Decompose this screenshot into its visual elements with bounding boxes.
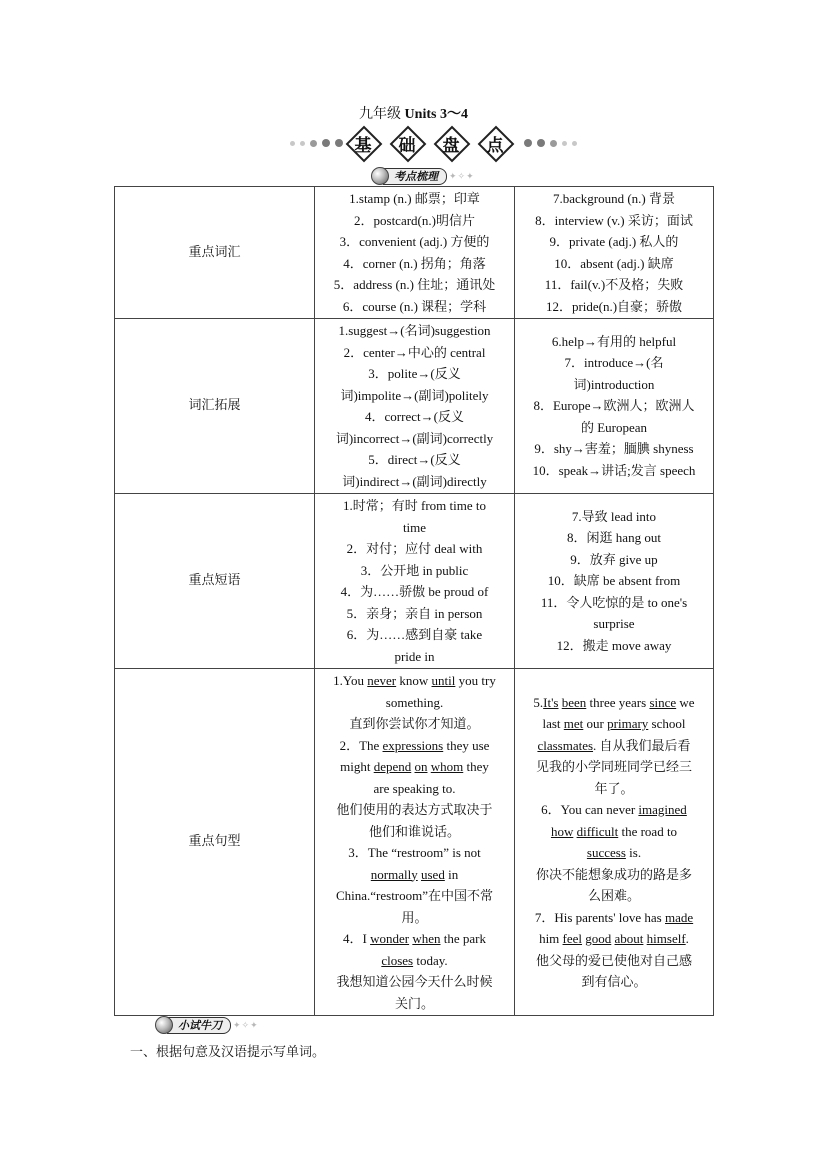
text-segment: last — [542, 716, 564, 731]
banner-char-1: 基 — [346, 128, 380, 158]
row-right-cell — [515, 319, 714, 494]
cell-line: 3．convenient (adj.) 方便的 — [339, 234, 490, 249]
underlined-word: met — [563, 716, 584, 731]
cell-line — [519, 885, 709, 907]
underlined-word: wonder — [370, 931, 410, 946]
row-category: 重点短语 — [115, 494, 315, 669]
cell-line — [319, 993, 510, 1015]
row-left-cell — [315, 187, 515, 319]
text-segment: 到有信心。 — [581, 974, 647, 989]
cell-line — [319, 928, 510, 950]
underlined-word: when — [412, 931, 441, 946]
text-segment: school — [648, 716, 686, 731]
cell-line — [319, 713, 510, 735]
cell-line: 7．introduce→(名 — [564, 355, 664, 371]
ball-icon — [371, 167, 389, 185]
underlined-word: classmates — [537, 737, 594, 753]
cell-line: 11．令人吃惊的是 to one's — [540, 594, 688, 610]
exercise-instruction: 一、根据句意及汉语提示写单词。 — [130, 1045, 326, 1060]
cell-line — [519, 971, 709, 993]
cell-line — [319, 950, 510, 972]
text-segment: 么困难。 — [587, 888, 640, 903]
text-segment: they — [463, 759, 489, 774]
banner-char-3: 盘 — [434, 128, 468, 158]
text-segment: 用。 — [401, 909, 428, 925]
row-left-cell — [315, 319, 515, 494]
table-row — [115, 494, 714, 669]
cell-line — [319, 799, 510, 821]
cell-line — [519, 821, 709, 843]
cell-line: 4．为……骄傲 be proud of — [340, 584, 489, 599]
cell-line — [519, 799, 709, 821]
cell-line — [519, 842, 709, 864]
cell-line — [519, 692, 709, 714]
row-right-cell — [515, 187, 714, 319]
text-segment: 直到你尝试你才知道。 — [349, 716, 480, 731]
cell-line — [319, 756, 510, 778]
review-table — [114, 186, 714, 1016]
cell-line — [519, 928, 709, 950]
cell-line: pride in — [394, 648, 435, 664]
text-segment: 见我的小学同班同学已经三 — [535, 759, 692, 774]
cell-line: 3．polite→(反义 — [368, 366, 461, 381]
underlined-word: expressions — [382, 737, 444, 753]
cell-line: 的 European — [580, 419, 648, 435]
underlined-word: made — [665, 909, 694, 925]
page-title — [0, 103, 827, 123]
cell-line — [519, 713, 709, 735]
banner-char-4: 点 — [478, 128, 512, 158]
cell-line: 9．放弃 give up — [570, 551, 658, 567]
cell-line: 1.时常；有时 from time to — [343, 498, 486, 513]
table-row — [115, 669, 714, 1016]
cell-line: 词)indirect→(副词)directly — [342, 473, 487, 489]
table-row — [115, 319, 714, 494]
text-segment: 他父母的爱已使他对自己感 — [535, 952, 692, 968]
cell-line: 6．为……感到自豪 take — [346, 627, 483, 642]
text-segment: 3．The “restroom” is not — [348, 845, 481, 860]
cell-line: 4．correct→(反义 — [365, 409, 464, 424]
underlined-word: depend — [373, 759, 412, 774]
row-category: 重点句型 — [115, 669, 315, 1016]
cell-line: 5．亲身；亲自 in person — [346, 605, 483, 621]
underlined-word: success — [586, 845, 626, 860]
cell-line: 词)introduction — [573, 376, 655, 392]
text-segment: 6．You can never — [541, 802, 639, 817]
text-segment: 5. — [533, 694, 544, 710]
cell-line — [319, 864, 510, 886]
cell-line: 词)impolite→(副词)politely — [340, 387, 489, 403]
underlined-word: used — [420, 866, 445, 882]
cell-line: 9．private (adj.) 私人的 — [549, 234, 679, 249]
underlined-word: on — [414, 759, 428, 774]
cell-line: 4．corner (n.) 拐角；角落 — [343, 255, 486, 271]
cell-line — [319, 885, 510, 907]
text-segment: the park — [440, 931, 486, 946]
underlined-word: about — [614, 931, 644, 946]
text-segment: something. — [385, 694, 444, 710]
text-segment: 4．I — [343, 931, 371, 946]
text-segment: might — [340, 759, 374, 774]
text-segment: 7．His parents' love has — [534, 909, 665, 925]
text-segment: him — [539, 931, 563, 946]
text-segment: today. — [413, 952, 448, 968]
underlined-word: good — [585, 931, 612, 946]
review-tag-label: 考点梳理 — [383, 168, 447, 185]
cell-line: 8．Europe→欧洲人；欧洲人 — [533, 398, 695, 414]
review-section-tag — [371, 167, 475, 185]
row-left-cell — [315, 669, 515, 1016]
underlined-word: since — [649, 694, 677, 710]
banner-dots-left — [290, 139, 343, 147]
underlined-word: how — [550, 823, 574, 839]
text-segment: the road to — [618, 823, 678, 839]
text-segment: three years — [586, 694, 650, 710]
text-segment: . 自从我们最后看 — [593, 737, 691, 753]
text-segment: China.“restroom”在中国不常 — [335, 888, 494, 903]
row-category: 重点词汇 — [115, 187, 315, 319]
cell-line: 12．搬走 move away — [556, 637, 672, 653]
text-segment: our — [583, 716, 608, 731]
cell-line: 2．对付；应付 deal with — [346, 541, 483, 556]
text-segment: 他们使用的表达方式取决于 — [336, 802, 493, 817]
table-row — [115, 187, 714, 319]
text-segment: you try — [455, 673, 496, 688]
cell-line: 10．absent (adj.) 缺席 — [554, 255, 674, 271]
underlined-word: been — [561, 694, 587, 710]
underlined-word: until — [431, 673, 456, 688]
cell-line: 12．pride(n.)自豪；骄傲 — [545, 298, 683, 314]
row-right-cell — [515, 494, 714, 669]
sparkle-icon: ✦✧✦ — [449, 170, 475, 181]
underlined-word: It's — [543, 694, 559, 710]
banner-title — [346, 128, 512, 158]
cell-line: 7.导致 lead into — [571, 508, 657, 524]
cell-line: 9．shy→害羞；腼腆 shyness — [534, 441, 694, 457]
text-segment: 我想知道公园今天什么时候 — [336, 974, 493, 989]
text-segment: in — [444, 866, 459, 882]
banner-char-2: 础 — [390, 128, 424, 158]
cell-line — [319, 907, 510, 929]
row-right-cell — [515, 669, 714, 1016]
cell-line: 5．direct→(反义 — [368, 452, 461, 467]
sparkle-icon: ✦✧✦ — [233, 1019, 259, 1030]
cell-line: 7.background (n.) 背景 — [552, 191, 676, 206]
text-segment: 关门。 — [394, 995, 434, 1011]
text-segment: 你决不能想象成功的路是多 — [535, 866, 692, 882]
cell-line: 8．闲逛 hang out — [567, 530, 661, 546]
text-segment: 2．The — [339, 737, 383, 753]
ball-icon — [155, 1016, 173, 1034]
underlined-word: normally — [370, 866, 418, 882]
underlined-word: imagined — [638, 802, 687, 817]
practice-tag-label: 小试牛刀 — [167, 1017, 231, 1034]
cell-line: 2．center→中心的 central — [343, 344, 486, 360]
cell-line: surprise — [593, 616, 635, 632]
cell-line: 3．公开地 in public — [360, 562, 469, 578]
cell-line — [519, 950, 709, 972]
underlined-word: primary — [607, 716, 649, 731]
cell-line: 11．fail(v.)不及格；失败 — [544, 277, 684, 292]
cell-line: 6.help→有用的 helpful — [551, 333, 677, 349]
row-category: 词汇拓展 — [115, 319, 315, 494]
cell-line: 10．speak→讲话;发言 speech — [532, 462, 696, 478]
cell-line — [319, 692, 510, 714]
cell-line: 10．缺席 be absent from — [547, 573, 681, 589]
text-segment: . — [685, 931, 689, 946]
text-segment: we — [676, 694, 695, 710]
underlined-word: closes — [381, 952, 414, 968]
underlined-word: never — [367, 673, 397, 688]
cell-line — [519, 864, 709, 886]
cell-line: 1.stamp (n.) 邮票；印章 — [349, 191, 480, 206]
cell-line — [519, 735, 709, 757]
underlined-word: feel — [562, 931, 583, 946]
cell-line — [519, 756, 709, 778]
text-segment: 1.You — [333, 673, 368, 688]
cell-line — [319, 778, 510, 800]
cell-line: 1.suggest→(名词)suggestion — [338, 323, 491, 338]
cell-line: 词)incorrect→(副词)correctly — [335, 430, 494, 446]
text-segment: 年了。 — [594, 780, 634, 796]
underlined-word: difficult — [576, 823, 619, 839]
cell-line: 6．course (n.) 课程；学科 — [342, 298, 487, 314]
cell-line: 5．address (n.) 住址；通讯处 — [333, 277, 496, 292]
section-banner — [286, 128, 586, 158]
text-segment: 他们和谁说话。 — [368, 823, 460, 839]
grade-label: 九年级 — [359, 107, 402, 122]
text-segment: is. — [625, 845, 642, 860]
underlined-word: himself — [646, 931, 686, 946]
text-segment: they use — [443, 737, 490, 753]
underlined-word: whom — [430, 759, 464, 774]
cell-line — [519, 907, 709, 929]
cell-line — [519, 778, 709, 800]
cell-line — [319, 971, 510, 993]
cell-line: time — [402, 519, 427, 535]
banner-dots-right — [524, 139, 577, 147]
practice-section-tag — [155, 1016, 259, 1034]
row-left-cell — [315, 494, 515, 669]
cell-line — [319, 821, 510, 843]
cell-line: 8．interview (v.) 采访；面试 — [535, 212, 693, 228]
cell-line — [319, 842, 510, 864]
text-segment: know — [396, 673, 432, 688]
cell-line — [319, 670, 510, 692]
cell-line: 2．postcard(n.)明信片 — [354, 212, 475, 228]
text-segment: are speaking to. — [373, 780, 456, 796]
units-label: Units 3～4 — [404, 107, 468, 122]
cell-line — [319, 735, 510, 757]
